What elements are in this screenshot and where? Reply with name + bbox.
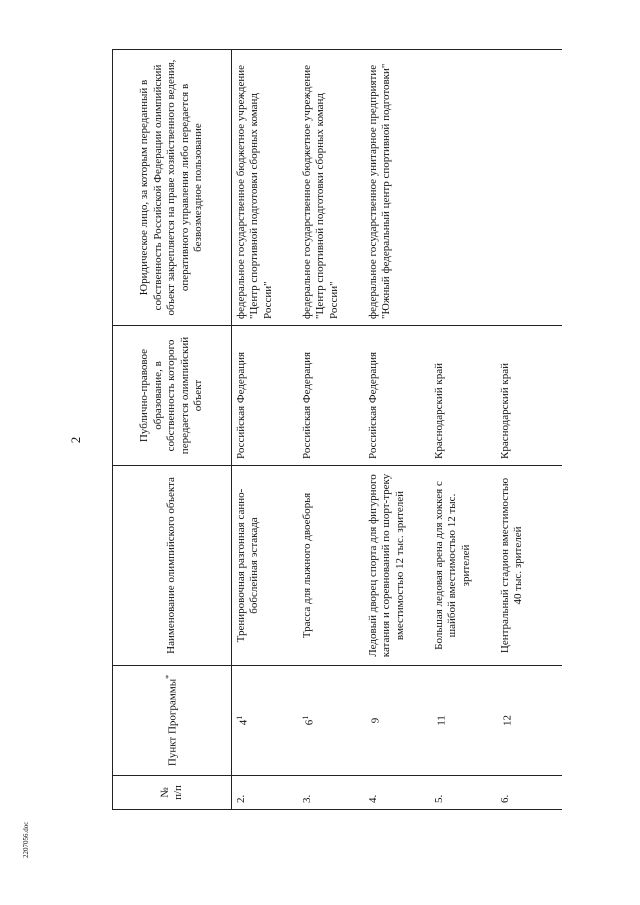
header-object-name: Наименование олимпийского объекта <box>113 466 232 666</box>
row-program-item-value: 12 <box>501 715 514 726</box>
row-num: 6. <box>496 776 562 810</box>
row-program-item-sup: 1 <box>235 715 244 720</box>
row-owner: Российская Федерация <box>298 326 364 466</box>
row-owner: Российская Федерация <box>232 326 299 466</box>
row-program-item-value: 4 <box>237 719 250 726</box>
table-header-row <box>113 50 232 810</box>
row-num: 5. <box>430 776 496 810</box>
row-num: 3. <box>298 776 364 810</box>
row-program-item <box>232 666 299 776</box>
table-row <box>364 50 430 810</box>
row-program-item <box>298 666 364 776</box>
row-object-name: Большая ледовая арена для хоккея с шайбой вместимостью 12 тыс. зрителей <box>430 466 496 666</box>
row-program-item-sup: 1 <box>301 715 310 720</box>
header-program-item-mark: * <box>163 674 173 679</box>
olympic-objects-table <box>112 49 562 810</box>
row-object-name: Ледовый дворец спорта для фигурного катания и соревнований по шорт-треку вместимостью 12 тыс. зрителей <box>364 466 430 666</box>
header-num: № п/п <box>113 776 232 810</box>
table-row <box>298 50 364 810</box>
row-program-item <box>496 666 562 776</box>
table-row <box>232 50 299 810</box>
row-program-item-value: 9 <box>369 717 382 724</box>
row-entity: федеральное государственное унитарное предприятие "Южный федеральный центр спортивной подготовки" <box>364 50 430 326</box>
row-object-name: Тренировочная разгонная санно-бобслейная эстакада <box>232 466 299 666</box>
row-num: 2. <box>232 776 299 810</box>
table-row <box>496 50 562 810</box>
row-entity: федеральное государственное бюджетное учреждение "Центр спортивной подготовки сборных команд России" <box>298 50 364 326</box>
row-program-item <box>430 666 496 776</box>
row-object-name: Центральный стадион вместимостью 40 тыс. зрителей <box>496 466 562 666</box>
header-program-item-label: Пункт Программы <box>166 678 179 767</box>
header-entity: Юридическое лицо, за которым переданный в собственность Российской Федерации олимпийский объект закрепляется на праве хозяйственного ведения, оперативного управления либо передается в безвозмездное пользование <box>113 50 232 326</box>
row-num: 4. <box>364 776 430 810</box>
row-object-name: Трасса для лыжного двоеборья <box>298 466 364 666</box>
row-program-item <box>364 666 430 776</box>
row-owner: Российская Федерация <box>364 326 430 466</box>
header-owner: Публично-правовое образование, в собственность которого передается олимпийский объект <box>113 326 232 466</box>
row-owner: Краснодарский край <box>430 326 496 466</box>
header-program-item <box>113 666 232 776</box>
page-number: 2 <box>68 436 83 444</box>
row-entity <box>430 50 496 326</box>
row-owner: Краснодарский край <box>496 326 562 466</box>
row-entity <box>496 50 562 326</box>
table-container <box>112 50 525 810</box>
footer-document-code: 2207056.doc <box>22 821 30 858</box>
row-program-item-value: 11 <box>435 715 448 726</box>
row-entity: федеральное государственное бюджетное учреждение "Центр спортивной подготовки сборных команд России" <box>232 50 299 326</box>
table-row <box>430 50 496 810</box>
row-program-item-value: 6 <box>303 719 316 726</box>
